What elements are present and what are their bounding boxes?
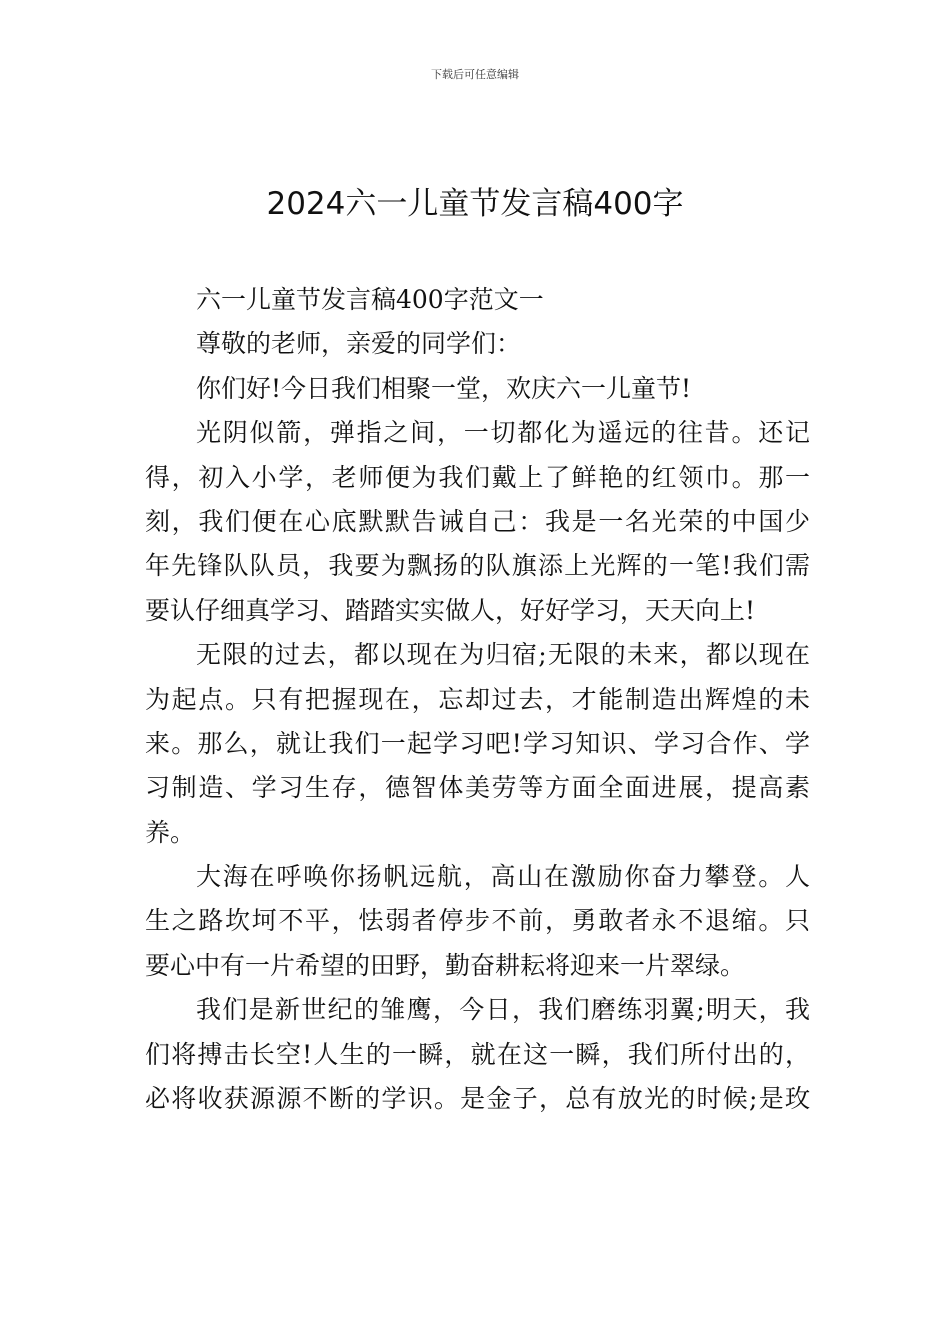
body-line: 我们是新世纪的雏鹰，今日，我们磨练羽翼;明天，我 bbox=[196, 995, 810, 1025]
body-line: 生之路坎坷不平，怯弱者停步不前，勇敢者永不退缩。只 bbox=[145, 906, 810, 936]
body-line: 年先锋队队员，我要为飘扬的队旗添上光辉的一笔!我们需 bbox=[145, 551, 810, 581]
body-line: 为起点。只有把握现在，忘却过去，才能制造出辉煌的未 bbox=[145, 684, 810, 714]
body-line: 必将收获源源不断的学识。是金子，总有放光的时候;是玫 bbox=[145, 1084, 810, 1114]
body-line: 习制造、学习生存，德智体美劳等方面全面进展，提高素 bbox=[145, 773, 810, 803]
body-line: 刻，我们便在心底默默告诫自己：我是一名光荣的中国少 bbox=[145, 506, 810, 536]
body-line: 你们好!今日我们相聚一堂，欢庆六一儿童节! bbox=[196, 373, 692, 403]
body-line: 六一儿童节发言稿400字范文一 bbox=[196, 285, 544, 314]
body-line: 尊敬的老师，亲爱的同学们： bbox=[196, 329, 522, 359]
body-line: 们将搏击长空!人生的一瞬，就在这一瞬，我们所付出的， bbox=[145, 1039, 810, 1069]
body-line: 来。那么，就让我们一起学习吧!学习知识、学习合作、学 bbox=[145, 728, 810, 758]
document-title: 2024六一儿童节发言稿400字 bbox=[266, 186, 684, 222]
body-line: 无限的过去，都以现在为归宿;无限的未来，都以现在 bbox=[196, 640, 810, 670]
body-line: 要心中有一片希望的田野，勤奋耕耘将迎来一片翠绿。 bbox=[145, 950, 746, 980]
body-line: 大海在呼唤你扬帆远航，高山在激励你奋力攀登。人 bbox=[196, 862, 810, 892]
document-body bbox=[145, 278, 810, 1121]
body-line: 养。 bbox=[145, 817, 196, 847]
header-note: 下载后可任意编辑 bbox=[431, 68, 519, 81]
body-line: 要认仔细真学习、踏踏实实做人，好好学习，天天向上! bbox=[145, 595, 756, 625]
body-line: 光阴似箭，弹指之间，一切都化为遥远的往昔。还记 bbox=[196, 418, 810, 448]
body-line: 得，初入小学，老师便为我们戴上了鲜艳的红领巾。那一 bbox=[145, 462, 810, 492]
